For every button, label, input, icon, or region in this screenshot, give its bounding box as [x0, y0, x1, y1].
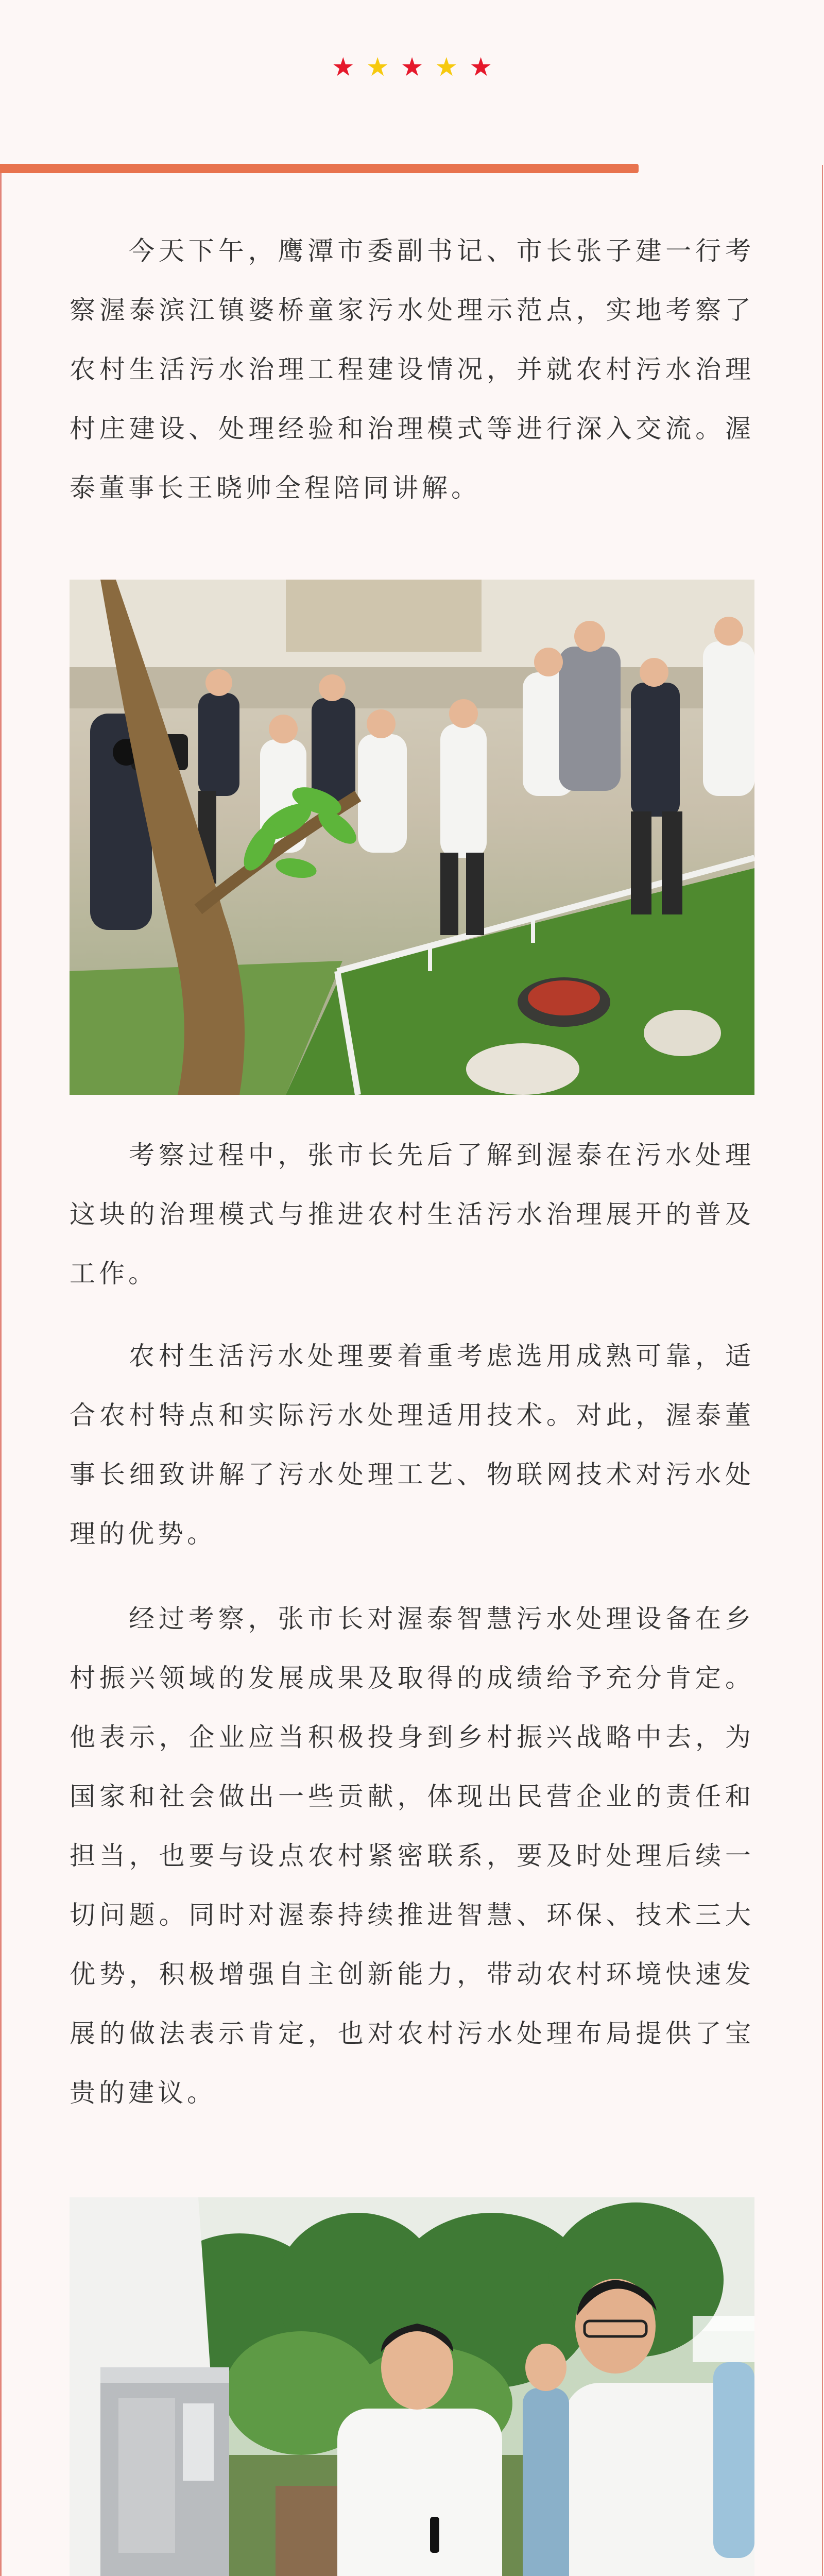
frame-left-border: [0, 165, 2, 2576]
paragraph-intro: 今天下午，鹰潭市委副书记、市长张子建一行考察渥泰滨江镇婆桥童家污水处理示范点，实地考察了农村生活污水治理工程建设情况，并就农村污水治理村庄建设、处理经验和治理模式等进行深入交流。渥泰董事长王晓帅全程陪同讲解。: [70, 236, 754, 503]
star-icon: ★: [469, 52, 493, 82]
paragraph-affirmation: 经过考察，张市长对渥泰智慧污水处理设备在乡村振兴领域的发展成果及取得的成绩给予充分肯定。他表示，企业应当积极投身到乡村振兴战略中去，为国家和社会做出一些贡献，体现出民营企业的责任和担当，也要与设点农村紧密联系，要及时处理后续一切问题。同时对渥泰持续推进智慧、环保、技术三大优势，积极增强自主创新能力，带动农村环境快速发展的做法表示肯定，也对农村污水处理布局提供了宝贵的建议。: [70, 1604, 754, 2108]
inspection-photo-2: [70, 2197, 754, 2576]
star-icon: ★: [400, 52, 424, 82]
accent-bar: [0, 164, 639, 173]
star-icon: ★: [366, 52, 389, 82]
star-icon: ★: [435, 52, 458, 82]
inspection-photo-1: [70, 580, 754, 1095]
star-icon: ★: [331, 52, 355, 82]
paragraph-technology: 农村生活污水处理要着重考虑选用成熟可靠，适合农村特点和实际污水处理适用技术。对此，渥泰董事长细致讲解了污水处理工艺、物联网技术对污水处理的优势。: [70, 1341, 754, 1549]
top-star-row: [0, 49, 824, 85]
paragraph-process: 考察过程中，张市长先后了解到渥泰在污水处理这块的治理模式与推进农村生活污水治理展开的普及工作。: [70, 1140, 754, 1289]
